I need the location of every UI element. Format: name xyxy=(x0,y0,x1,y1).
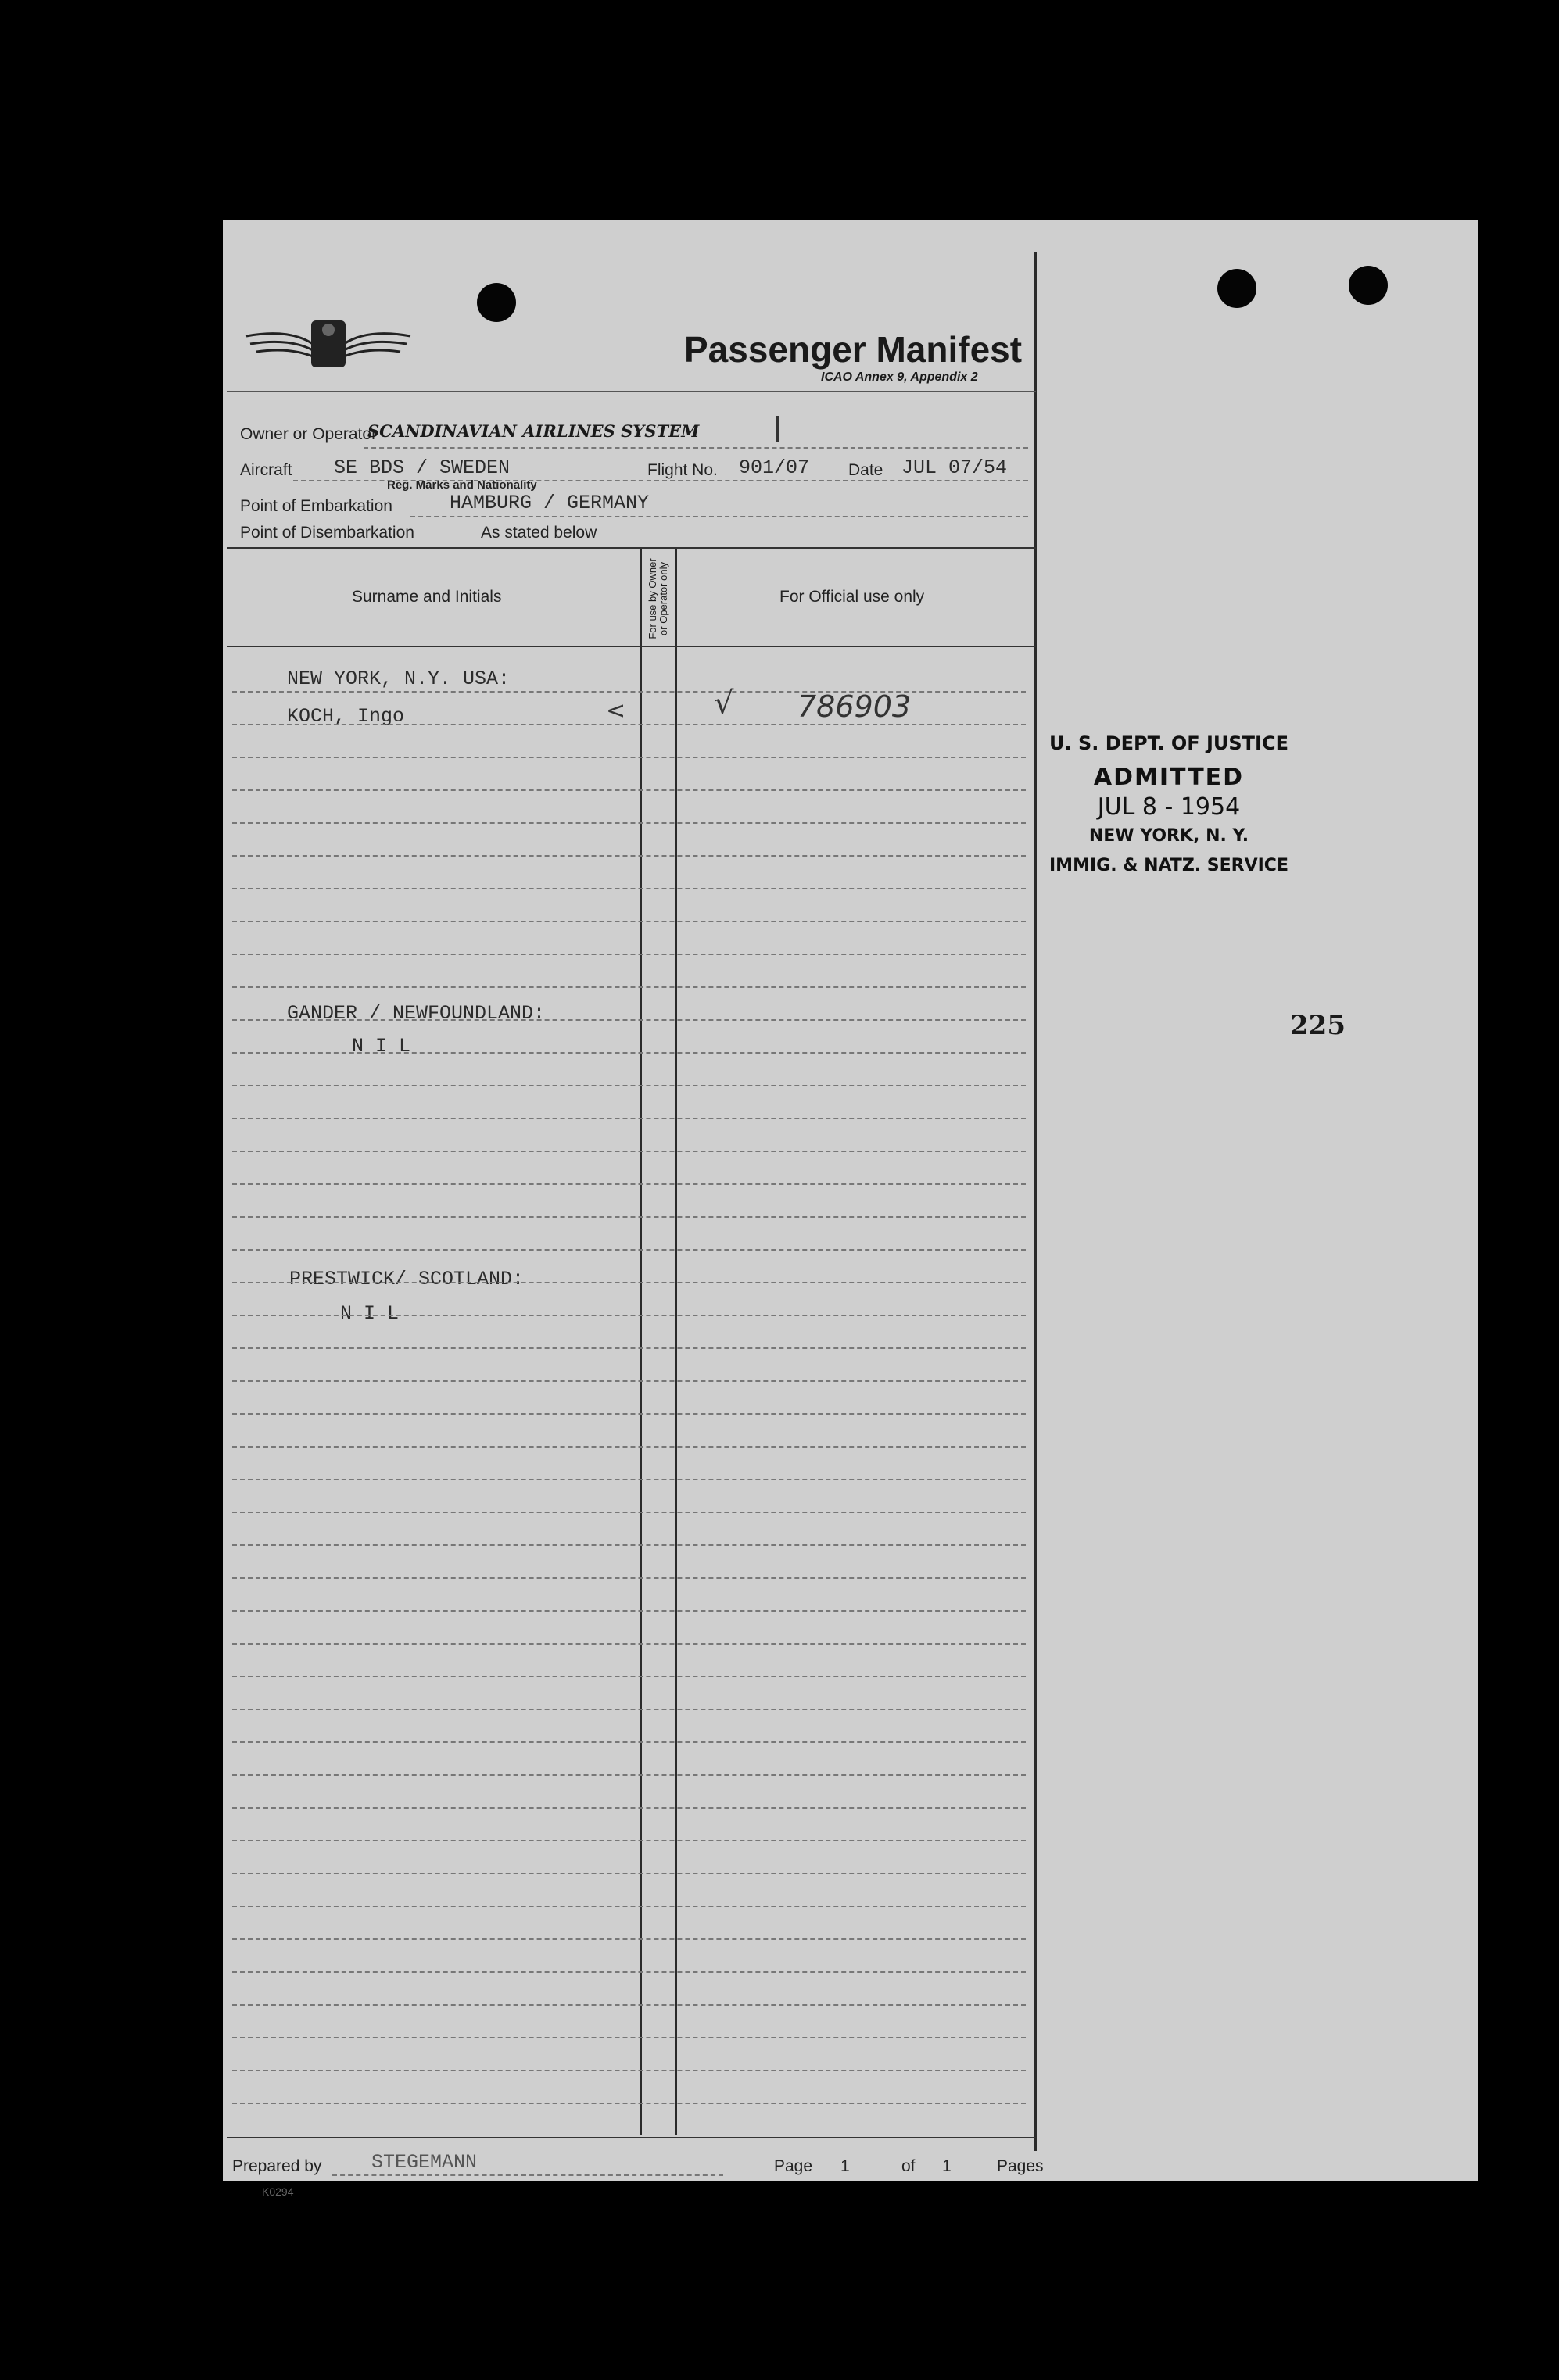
table-rule-line xyxy=(232,1446,1026,1448)
of-value: 1 xyxy=(942,2157,952,2175)
page-value: 1 xyxy=(840,2157,850,2175)
aircraft-label: Aircraft xyxy=(240,461,292,479)
table-rule-line xyxy=(232,1151,1026,1152)
table-rule-line xyxy=(232,1643,1026,1645)
entry-destination-newyork: NEW YORK, N.Y. USA: xyxy=(287,667,511,690)
table-rule-line xyxy=(232,1577,1026,1579)
embark-underline xyxy=(410,516,1028,517)
date-label: Date xyxy=(848,461,883,479)
stamp-line-service: IMMIG. & NATZ. SERVICE xyxy=(1049,856,1288,875)
table-rule-line xyxy=(232,2103,1026,2104)
table-rule-line xyxy=(232,1249,1026,1251)
entry-gander-nil: N I L xyxy=(352,1035,411,1058)
disembark-label: Point of Disembarkation xyxy=(240,524,414,542)
table-rule-line xyxy=(232,1873,1026,1874)
table-rule-line xyxy=(232,1052,1026,1054)
footer-rule xyxy=(227,2137,1036,2138)
owner-underline xyxy=(364,447,1028,449)
table-rule-line xyxy=(232,1216,1026,1218)
table-rule-line xyxy=(232,1544,1026,1546)
embark-value: HAMBURG / GERMANY xyxy=(450,492,650,514)
table-rule-line xyxy=(232,1380,1026,1382)
table-rule-line xyxy=(232,855,1026,857)
flight-value: 901/07 xyxy=(739,456,810,479)
table-rule-line xyxy=(232,1512,1026,1513)
airline-logo-icon xyxy=(242,313,414,375)
table-rule-line xyxy=(232,1906,1026,1907)
pages-label: Pages xyxy=(997,2157,1044,2175)
table-rule-line xyxy=(232,1774,1026,1776)
aircraft-value: SE BDS / SWEDEN xyxy=(334,456,511,479)
owner-value: SCANDINAVIAN AIRLINES SYSTEM xyxy=(367,421,700,441)
owner-label: Owner or Operator xyxy=(240,425,378,443)
prepared-underline xyxy=(332,2174,723,2176)
flight-label: Flight No. xyxy=(647,461,718,479)
table-rule-line xyxy=(232,1019,1026,1021)
of-label: of xyxy=(901,2157,916,2175)
reg-note: Reg. Marks and Nationality xyxy=(387,478,537,492)
table-rule-line xyxy=(232,1479,1026,1480)
col-header-official: For Official use only xyxy=(780,588,925,606)
prepared-label: Prepared by xyxy=(232,2157,322,2175)
table-rule-line xyxy=(232,2037,1026,2038)
table-rule-line xyxy=(232,1413,1026,1415)
owner-mark xyxy=(776,416,779,442)
table-rule-line xyxy=(232,1118,1026,1119)
table-rule-line xyxy=(232,691,1026,693)
table-rule-line xyxy=(232,1971,1026,1973)
page-number: 225 xyxy=(1290,1010,1346,1041)
date-value: JUL 07/54 xyxy=(901,456,1008,479)
right-margin-line xyxy=(1034,252,1037,2151)
table-rule-line xyxy=(232,1807,1026,1809)
col-divider-2 xyxy=(675,549,677,2135)
table-rule-line xyxy=(232,986,1026,988)
table-rule-line xyxy=(232,1676,1026,1677)
table-rule-line xyxy=(232,1347,1026,1349)
punch-hole-3 xyxy=(1349,266,1388,305)
table-rule-line xyxy=(232,2004,1026,2006)
entry-passenger-koch: KOCH, Ingo xyxy=(287,705,405,728)
punch-hole-1 xyxy=(477,283,516,322)
table-top-rule xyxy=(227,547,1036,549)
table-rule-line xyxy=(232,1183,1026,1185)
table-rule-line xyxy=(232,1741,1026,1743)
table-rule-line xyxy=(232,1610,1026,1612)
form-code: K0294 xyxy=(262,2185,294,2198)
table-rule-line xyxy=(232,1085,1026,1086)
stamp-line-city: NEW YORK, N. Y. xyxy=(1088,826,1249,846)
table-rule-line xyxy=(232,1282,1026,1283)
col-header-owner-use: For use by Owner or Operator only xyxy=(647,558,669,639)
header-bottom-rule xyxy=(227,646,1036,647)
stamp-line-dept: U. S. DEPT. OF JUSTICE xyxy=(1049,732,1288,754)
prepared-value: STEGEMANN xyxy=(371,2151,478,2174)
official-tick: √ xyxy=(714,685,734,721)
disembark-value: As stated below xyxy=(481,524,597,542)
table-rule-line xyxy=(232,2070,1026,2071)
table-rule-line xyxy=(232,1840,1026,1841)
table-rule-line xyxy=(232,1709,1026,1710)
entry-stop-prestwick: PRESTWICK/ SCOTLAND: xyxy=(289,1268,525,1290)
table-rule-line xyxy=(232,822,1026,824)
aircraft-underline xyxy=(293,480,1028,481)
stamp-line-date: JUL 8 - 1954 xyxy=(1097,793,1241,821)
table-rule-line xyxy=(232,954,1026,955)
col-header-surname: Surname and Initials xyxy=(352,588,502,606)
table-rule-line xyxy=(232,921,1026,922)
admission-stamp xyxy=(1044,732,1294,897)
page-label: Page xyxy=(774,2157,813,2175)
table-rule-line xyxy=(232,789,1026,791)
table-rule-line xyxy=(232,724,1026,725)
col-divider-1 xyxy=(640,549,642,2135)
stamp-line-admitted: ADMITTED xyxy=(1093,764,1245,791)
official-number: 786903 xyxy=(797,689,912,724)
table-rule-line xyxy=(232,757,1026,758)
table-rule-line xyxy=(232,1938,1026,1940)
table-rule-line xyxy=(232,888,1026,889)
owner-check-mark: < xyxy=(606,697,626,725)
entry-prestwick-nil: N I L xyxy=(340,1302,400,1325)
manifest-subtitle: ICAO Annex 9, Appendix 2 xyxy=(821,370,978,384)
embark-label: Point of Embarkation xyxy=(240,497,392,515)
manifest-title: Passenger Manifest xyxy=(684,329,1023,370)
entry-stop-gander: GANDER / NEWFOUNDLAND: xyxy=(287,1002,546,1025)
punch-hole-2 xyxy=(1217,269,1256,308)
header-rule xyxy=(227,391,1036,392)
table-rule-line xyxy=(232,1315,1026,1316)
manifest-sheet xyxy=(223,220,1478,2198)
